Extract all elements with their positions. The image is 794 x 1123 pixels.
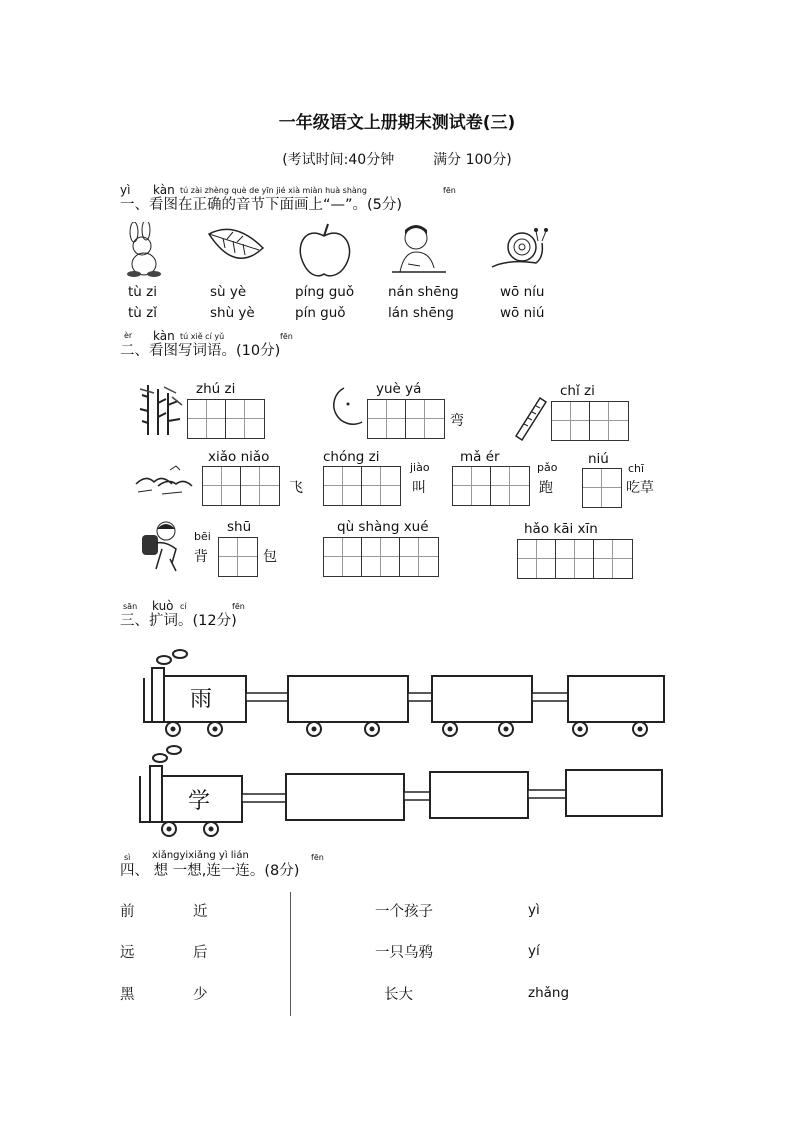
char-bei: 背 xyxy=(194,549,208,565)
left-word-1a[interactable]: 前 xyxy=(120,904,135,920)
option-1-top: tù zi xyxy=(128,284,157,300)
section-2-heading: 二、看图写词语。(10分) xyxy=(120,343,281,359)
option-1-bottom: tù zǐ xyxy=(128,305,157,321)
pinyin-niu: niú xyxy=(588,451,609,467)
ruby-2a: èr xyxy=(124,331,133,340)
option-5-bottom: wō niú xyxy=(500,305,545,321)
student-writing-image xyxy=(390,222,448,278)
train-1-image xyxy=(140,646,670,740)
pinyin-jiao: jiào xyxy=(410,461,430,474)
char-fei: 飞 xyxy=(289,480,303,496)
pinyin-chizi: chǐ zi xyxy=(560,383,595,399)
ruby-3c: cí xyxy=(180,602,187,611)
ruby-2b: kàn xyxy=(153,329,175,343)
train-1-char: 雨 xyxy=(190,687,213,712)
writing-grid-chizi[interactable] xyxy=(551,401,629,441)
section-1-heading: 一、看图在正确的音节下面画上“—”。(5分) xyxy=(120,197,403,213)
leaf-image xyxy=(205,226,267,268)
ruby-2c: tú xiě cí yǔ xyxy=(180,332,225,341)
option-2-top: sù yè xyxy=(210,284,247,300)
right-phrase-1[interactable]: 一个孩子 xyxy=(375,904,433,920)
ruby-4b: xiǎngyixiǎng yì lián xyxy=(152,850,249,861)
writing-grid-qushangxue[interactable] xyxy=(323,537,439,577)
page-title: 一年级语文上册期末测试卷(三) xyxy=(278,113,516,133)
option-4-bottom: lán shēng xyxy=(388,305,454,321)
apple-image xyxy=(296,222,352,280)
char-pao: 跑 xyxy=(539,480,553,496)
left-word-3b[interactable]: 少 xyxy=(193,987,208,1003)
option-3-top: píng guǒ xyxy=(295,284,355,300)
snail-image xyxy=(488,225,552,273)
bamboo-image xyxy=(136,383,184,437)
option-5-top: wō níu xyxy=(500,284,545,300)
ruby-1a: yì xyxy=(120,183,131,197)
train-2-image xyxy=(136,742,670,840)
char-jiao: 叫 xyxy=(412,480,426,496)
writing-grid-niu[interactable] xyxy=(582,468,622,508)
writing-grid-haokaixin[interactable] xyxy=(517,539,633,579)
rabbit-image xyxy=(120,222,170,278)
ruby-3b: kuò xyxy=(152,599,174,613)
exam-score: 满分 100分) xyxy=(433,152,512,168)
train-2-char: 学 xyxy=(188,789,211,814)
ruby-1c: tú zài zhèng què de yīn jié xià miàn huà shàng xyxy=(180,186,367,195)
section-4-heading: 四、 想 一想,连一连。(8分) xyxy=(120,863,300,879)
writing-grid-shu[interactable] xyxy=(218,537,258,577)
pinyin-chongzi: chóng zi xyxy=(323,449,380,465)
pinyin-shu: shū xyxy=(227,519,252,535)
option-4-top: nán shēng xyxy=(388,284,459,300)
right-phrase-2[interactable]: 一只乌鸦 xyxy=(375,945,433,961)
ruler-image xyxy=(512,396,548,442)
writing-grid-xiaoniao[interactable] xyxy=(202,466,280,506)
right-phrase-3[interactable]: 长大 xyxy=(384,987,413,1003)
section-3-heading: 三、扩词。(12分) xyxy=(120,613,237,629)
exam-info xyxy=(0,149,794,169)
birds-flying-image xyxy=(132,464,194,498)
child-with-backpack-image xyxy=(136,519,184,573)
pinyin-zhuzi: zhú zi xyxy=(196,381,236,397)
ruby-4d: fēn xyxy=(311,853,324,862)
pinyin-haokaixin: hǎo kāi xīn xyxy=(524,521,598,537)
exam-time: (考试时间:40分钟 xyxy=(282,152,395,168)
writing-grid-zhuzi[interactable] xyxy=(187,399,265,439)
ruby-3d: fēn xyxy=(232,602,245,611)
pinyin-bei: bēi xyxy=(194,530,211,543)
left-word-2a[interactable]: 远 xyxy=(120,945,135,961)
option-2-bottom: shù yè xyxy=(210,305,255,321)
ruby-4a: sì xyxy=(124,853,131,862)
writing-grid-mar[interactable] xyxy=(452,466,530,506)
writing-grid-chongzi[interactable] xyxy=(323,466,401,506)
char-chicao: 吃草 xyxy=(626,480,654,496)
ruby-1d: fēn xyxy=(443,186,456,195)
char-wan: 弯 xyxy=(450,413,464,429)
ruby-2d: fēn xyxy=(280,332,293,341)
left-word-2b[interactable]: 后 xyxy=(193,945,208,961)
pinyin-pao: pǎo xyxy=(537,461,558,474)
ruby-1b: kàn xyxy=(153,183,175,197)
right-pinyin-1[interactable]: yì xyxy=(528,902,540,918)
writing-grid-yueya[interactable] xyxy=(367,399,445,439)
pinyin-xiaoniao: xiǎo niǎo xyxy=(208,449,270,465)
option-3-bottom: pín guǒ xyxy=(295,305,346,321)
right-pinyin-2[interactable]: yí xyxy=(528,943,540,959)
char-bao: 包 xyxy=(263,549,277,565)
right-pinyin-3[interactable]: zhǎng xyxy=(528,985,570,1001)
pinyin-mar: mǎ ér xyxy=(460,449,500,465)
left-word-1b[interactable]: 近 xyxy=(193,904,208,920)
pinyin-qushangxue: qù shàng xué xyxy=(337,519,429,535)
ruby-3a: sān xyxy=(123,602,138,611)
pinyin-chi: chī xyxy=(628,462,645,475)
crescent-moon-image xyxy=(326,386,366,428)
left-word-3a[interactable]: 黑 xyxy=(120,987,135,1003)
pinyin-yueya: yuè yá xyxy=(376,381,422,397)
column-divider xyxy=(290,892,291,1016)
